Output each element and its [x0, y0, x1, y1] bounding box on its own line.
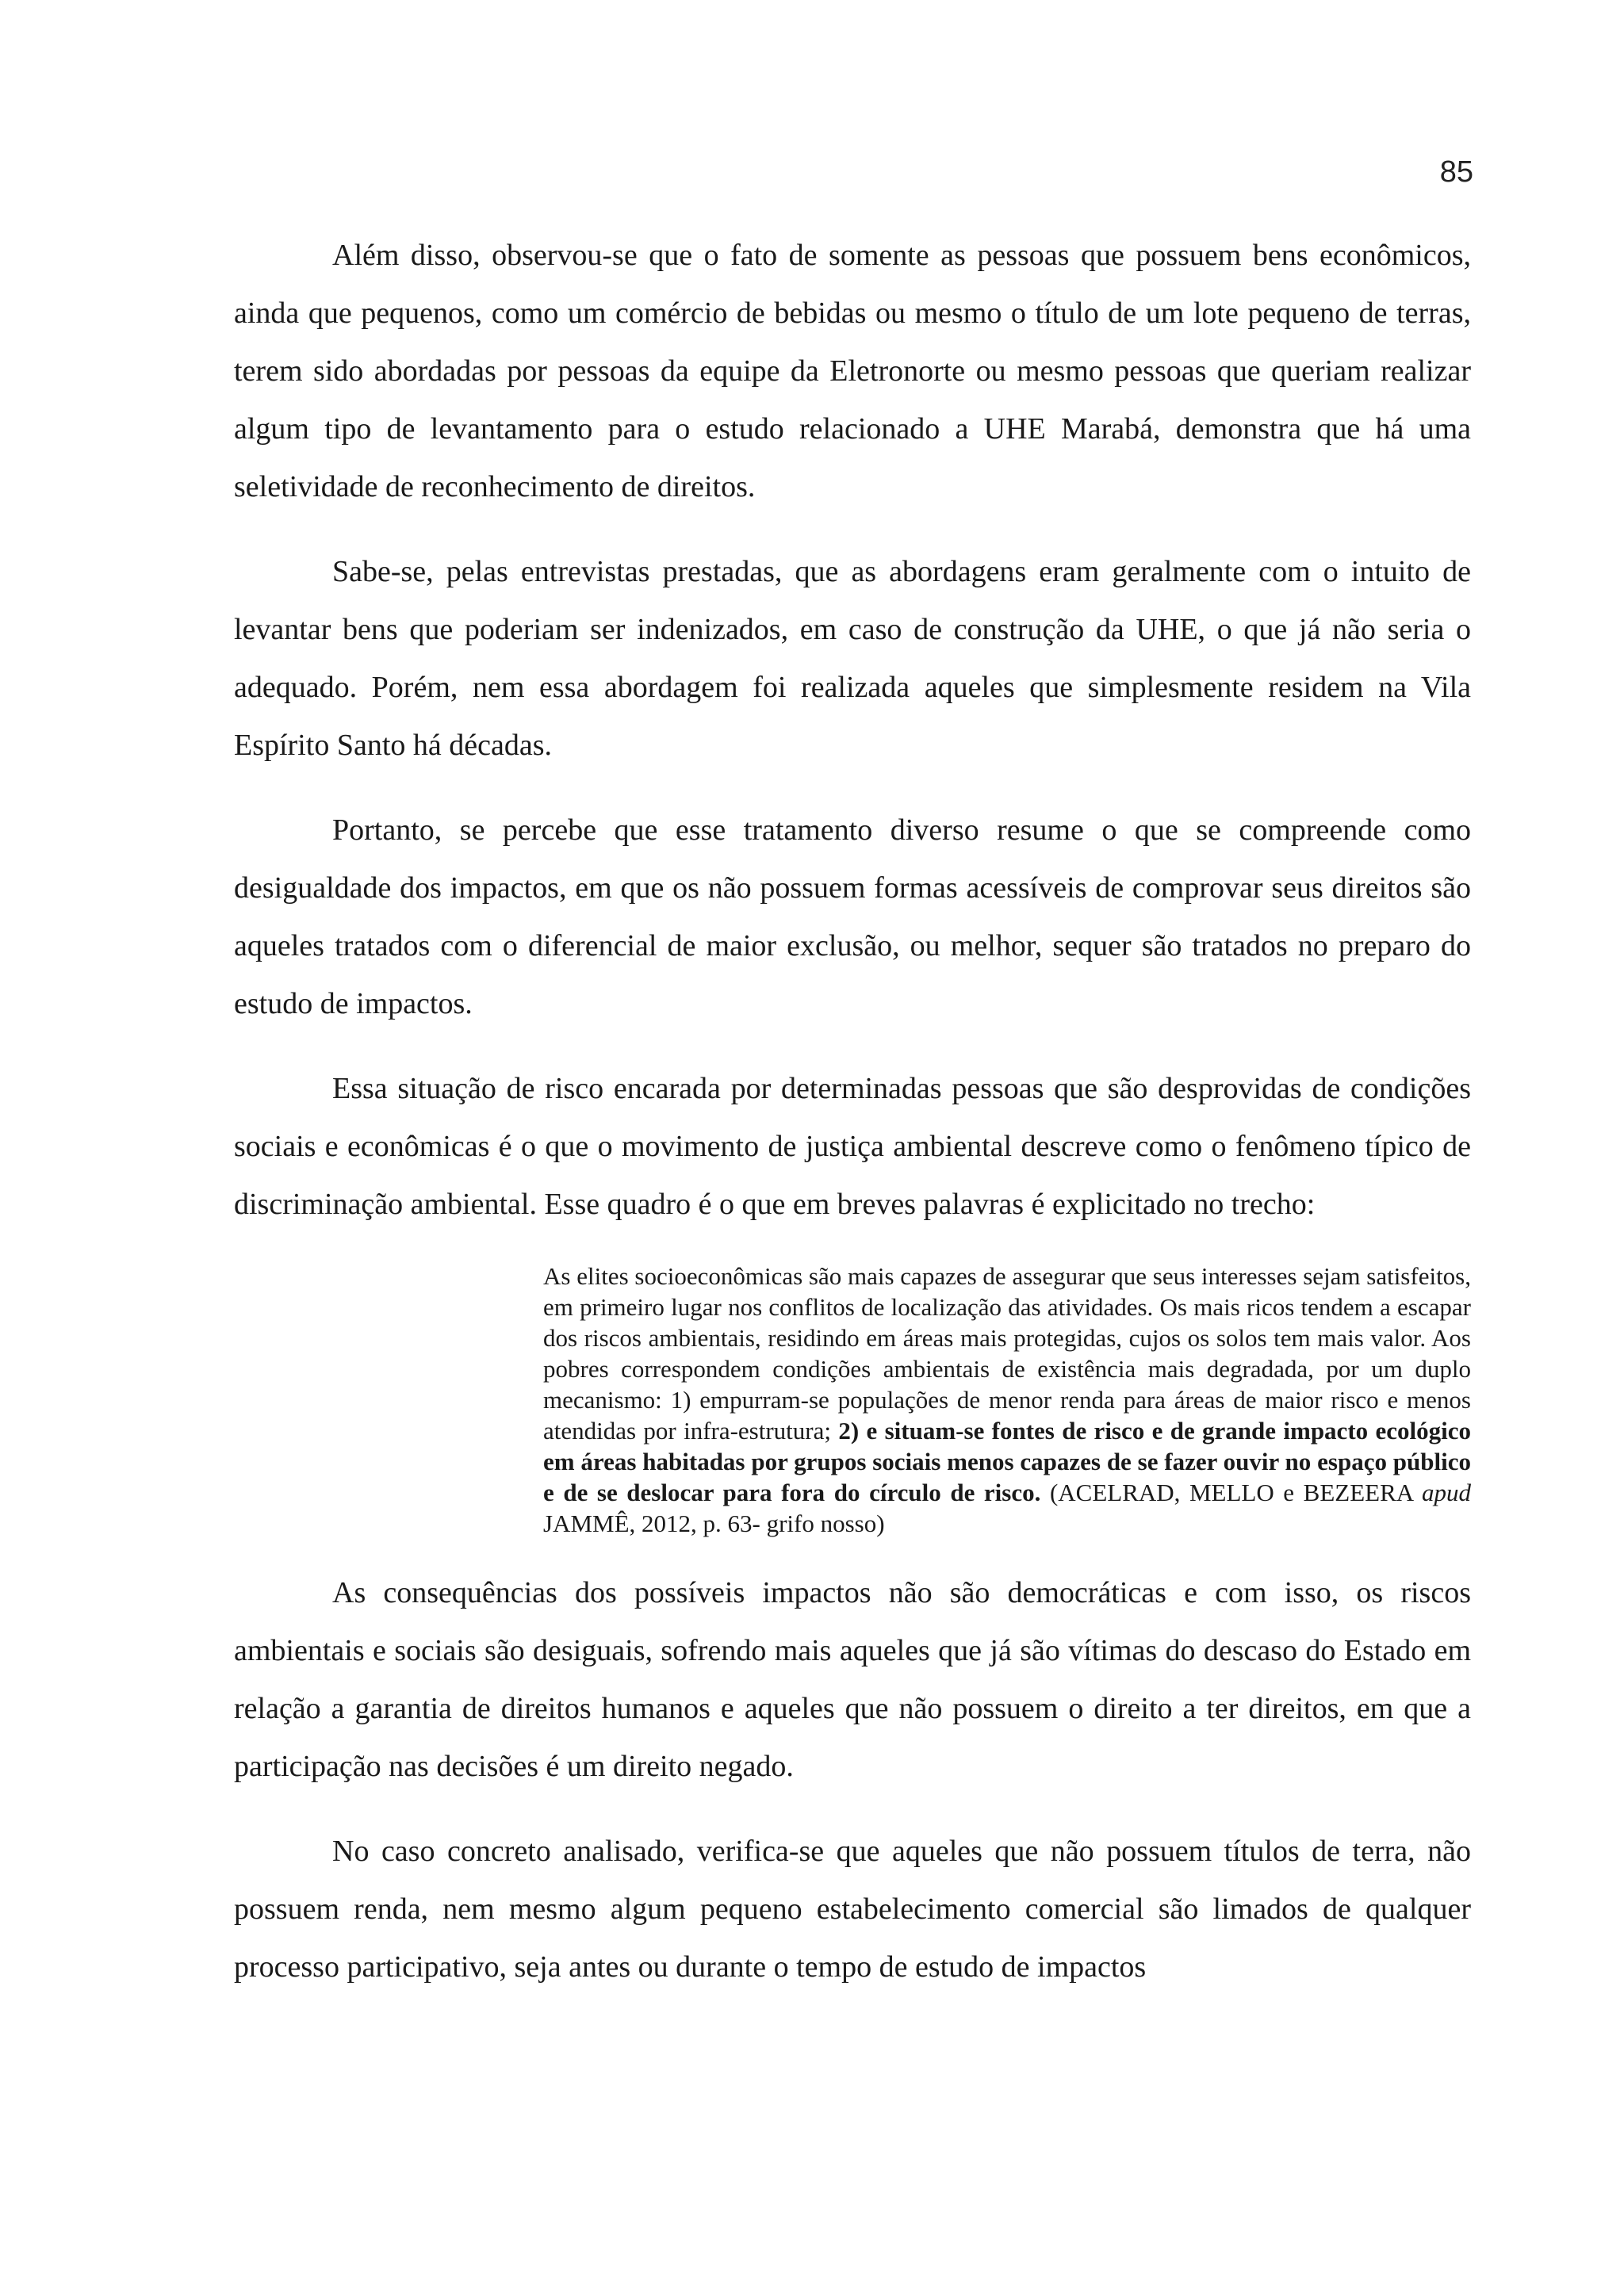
paragraph: Sabe-se, pelas entrevistas prestadas, que as abordagens eram geralmente com o intuito de levantar bens que poderiam ser indenizados, em caso de construção da UHE, o que já não seria o adequado. Porém, nem essa abordagem foi realizada aqueles que simplesmente residem na Vila Espírito Santo há décadas.	[234, 555, 1471, 762]
document-body	[234, 227, 1471, 2023]
quote-citation: (ACELRAD, MELLO e BEZEERA	[1049, 1479, 1413, 1506]
paragraph: As consequências dos possíveis impactos não são democráticas e com isso, os riscos ambientais e sociais são desiguais, sofrendo mais aqueles que já são vítimas do descaso do Estado em relação a garantia de direitos humanos e aqueles que não possuem o direito a ter direitos, em que a participação nas decisões é um direito negado.	[234, 1576, 1471, 1783]
quote-citation-end: JAMMÊ, 2012, p. 63- grifo nosso)	[543, 1510, 885, 1537]
paragraph: Além disso, observou-se que o fato de somente as pessoas que possuem bens econômicos, ainda que pequenos, como um comércio de bebidas ou mesmo o título de um lote pequeno de terras, terem sido abordadas por pessoas da equipe da Eletronorte ou mesmo pessoas que queriam realizar algum tipo de levantamento para o estudo relacionado a UHE Marabá, demonstra que há uma seletividade de reconhecimento de direitos.	[234, 239, 1471, 503]
paragraph: Portanto, se percebe que esse tratamento diverso resume o que se compreende como desigualdade dos impactos, em que os não possuem formas acessíveis de comprovar seus direitos são aqueles tratados com o diferencial de maior exclusão, ou melhor, sequer são tratados no preparo do estudo de impactos.	[234, 813, 1471, 1020]
quote-emphasis: 2) e situam-se fontes de risco e de grande impacto ecológico em áreas habitadas por grupos sociais menos capazes de se fazer ouvir no espaço público e de se deslocar para fora do círculo de risco.	[543, 1417, 1471, 1506]
page-number: 85	[1439, 155, 1473, 189]
paragraph: Essa situação de risco encarada por determinadas pessoas que são desprovidas de condições sociais e econômicas é o que o movimento de justiça ambiental descreve como o fenômeno típico de discriminação ambiental. Esse quadro é o que em breves palavras é explicitado no trecho:	[234, 1072, 1471, 1221]
quote-citation-apud: apud	[1422, 1479, 1471, 1506]
quote-text: As elites socioeconômicas são mais capazes de assegurar que seus interesses sejam satisfeitos, em primeiro lugar nos conflitos de localização das atividades. Os mais ricos tendem a escapar dos riscos ambientais, residindo em áreas mais protegidas, cujos os solos tem mais valor. Aos pobres correspondem condições ambientais de existência mais degradada, por um duplo mecanismo: 1) empurram-se populações de menor renda para áreas de maior risco e menos atendidas por infra-estrutura;	[543, 1262, 1471, 1445]
block-quote	[543, 1261, 1471, 1539]
paragraph: No caso concreto analisado, verifica-se que aqueles que não possuem títulos de terra, não possuem renda, nem mesmo algum pequeno estabelecimento comercial são limados de qualquer processo participativo, seja antes ou durante o tempo de estudo de impactos	[234, 1835, 1471, 1984]
